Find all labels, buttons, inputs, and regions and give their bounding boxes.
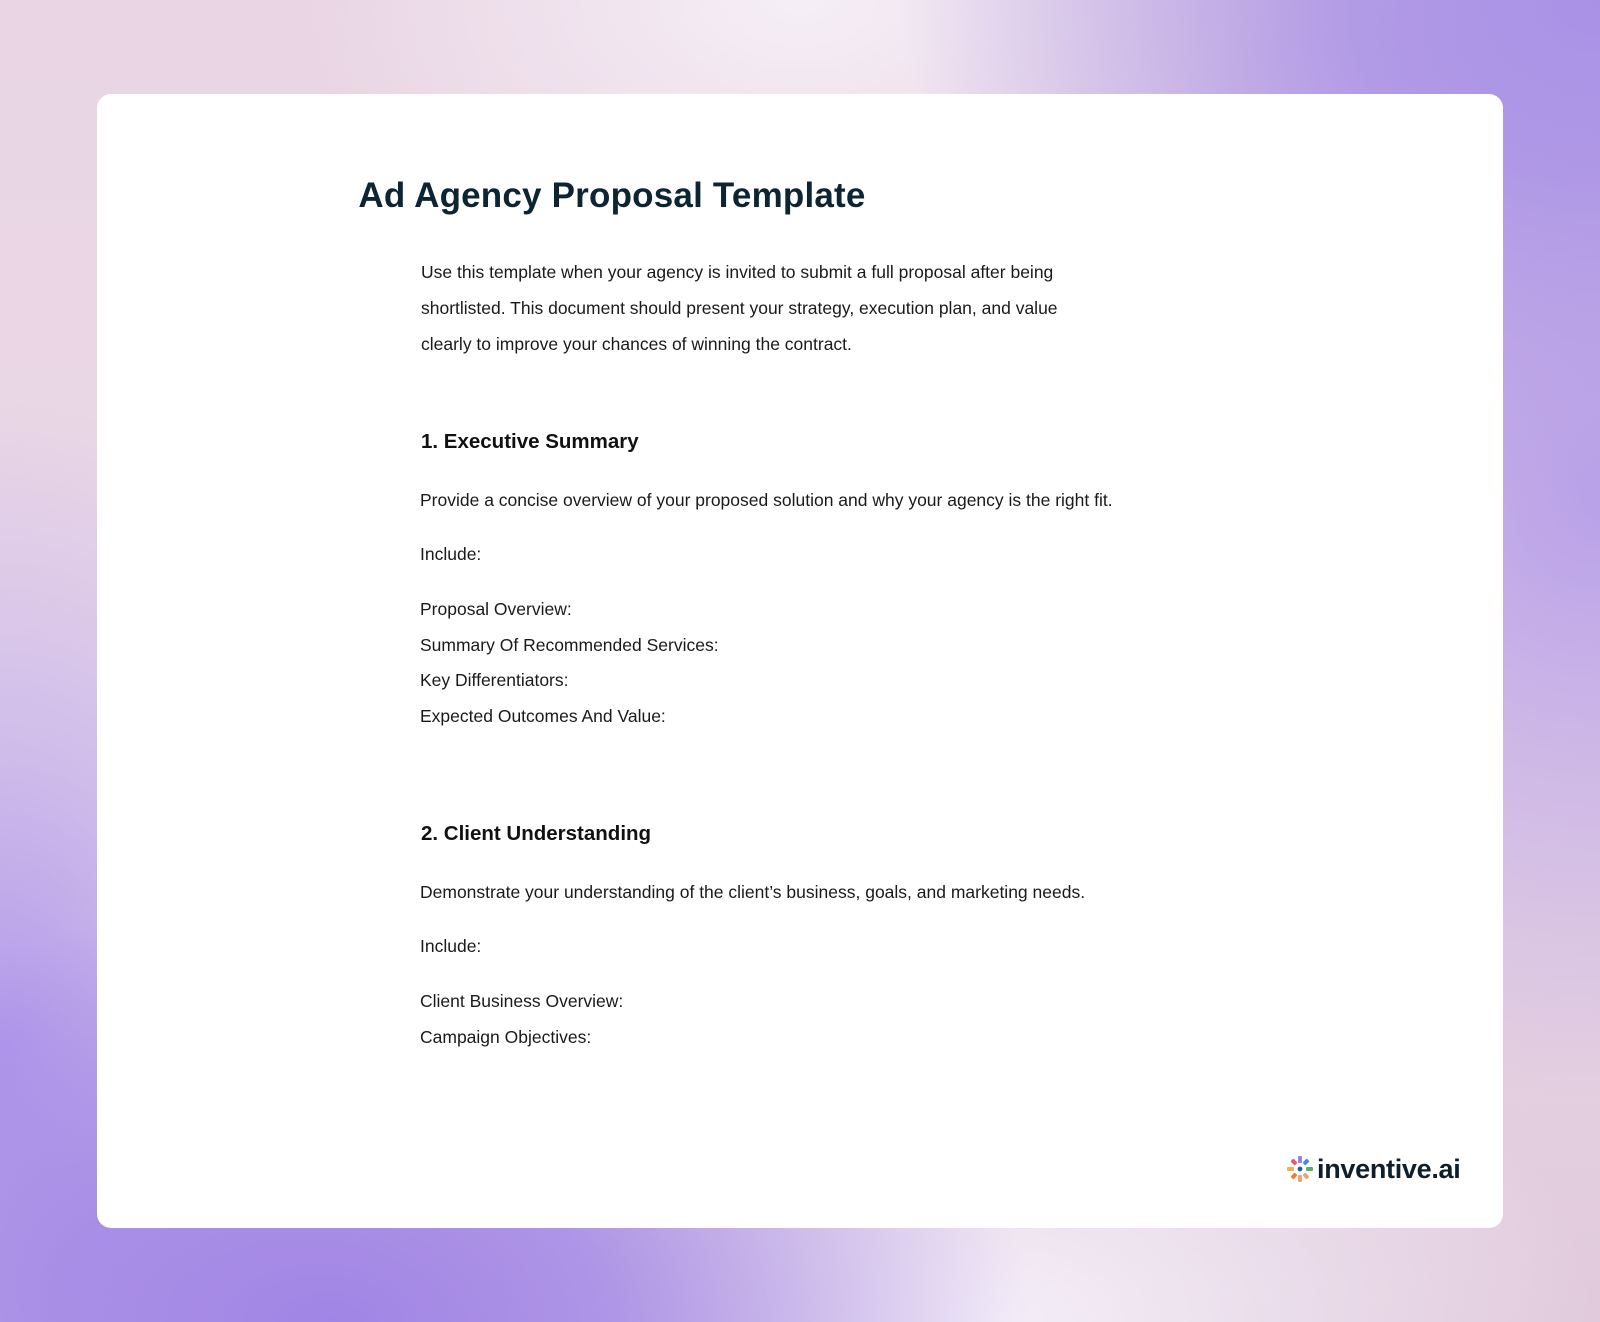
include-list [420,592,719,734]
list-item: Campaign Objectives: [420,1026,592,1047]
intro-line: Use this template when your agency is invited to submit a full proposal after being [421,262,1054,282]
brand-logo [1286,1152,1460,1186]
section-heading-client-understanding: 2. Client Understanding [421,822,652,845]
list-item: Summary Of Recommended Services: [420,634,719,655]
section-heading-executive-summary: 1. Executive Summary [421,430,639,453]
page-title: Ad Agency Proposal Template [358,176,866,215]
list-item: Client Business Overview: [420,991,624,1011]
list-item: Expected Outcomes And Value: [420,705,666,726]
intro-line: clearly to improve your chances of winning the contract. [421,334,852,354]
intro-paragraph [421,254,1181,362]
include-label: Include: [420,936,482,956]
section-description: Provide a concise overview of your proposed solution and why your agency is the right fit. [420,490,1113,510]
include-label: Include: [420,544,482,564]
intro-line: shortlisted. This document should present your strategy, execution plan, and value [421,298,1058,318]
include-list [420,984,623,1055]
section-description: Demonstrate your understanding of the client’s business, goals, and marketing needs. [420,882,1086,902]
list-item: Proposal Overview: [420,599,572,619]
document-card [97,94,1503,1228]
logo-text: inventive.ai [1317,1153,1461,1184]
inventive-logo-icon [1286,1155,1314,1183]
list-item: Key Differentiators: [420,670,569,690]
